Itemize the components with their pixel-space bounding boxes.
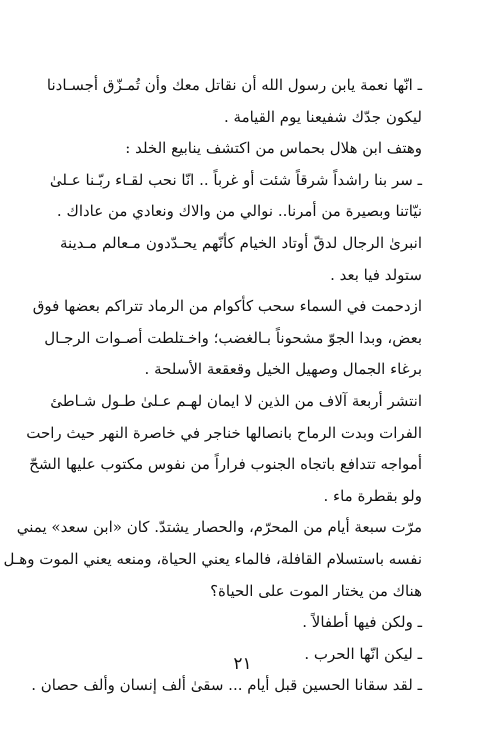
paragraph — [60, 228, 422, 291]
text-line: ـ انّها نعمة يابن رسول الله أن نقاتل معك وأن تُمـزّق أجسـادنا — [46, 76, 422, 94]
paragraph — [60, 133, 422, 165]
page-number: ٢١ — [233, 654, 252, 674]
text-line: ـ سر بنا راشداً شرقاً شئت أو غرباً .. انّا نحب لقـاء ربّـنا عـلىٰ — [49, 170, 422, 189]
text-line: ستولد فيا بعد . — [330, 265, 422, 284]
text-line: برغاء الجمال وصهيل الخيل وقعقعة الأسلحة . — [144, 360, 422, 379]
text-line: ولو بقطرة ماء . — [323, 486, 422, 505]
paragraph — [3, 512, 422, 607]
text-line: مرّت سبعة أيام من المحرّم، والحصار يشتدّ. كان «ابن سعد» يمني — [16, 518, 422, 537]
paragraph — [49, 165, 422, 228]
text-line: الفرات وبدت الرماح بانصالها خناجر في خاصرة النهر حيث راحت — [26, 423, 422, 442]
dialogue-line — [60, 607, 422, 639]
text-line: ـ ليكن انّها الحرب . — [304, 644, 422, 663]
text-line: بعض، وبدا الجوّ مشحوناً بـالغضب؛ واخـتلطت أصـوات الرجـال — [44, 328, 422, 347]
text-line: ازدحمت في السماء سحب كأكوام من الرماد تتراكم بعضها فوق — [32, 297, 422, 316]
text-line: ـ ولكن فيها أطفالاً . — [302, 613, 422, 632]
text-line: نيّاتنا وبصيرة من أمرنا.. نوالي من والاك ونعادي من عاداك . — [56, 202, 422, 221]
paragraph — [32, 291, 422, 386]
text-line: ـ لقد سقانا الحسين قبل أيام ... سقىٰ ألف إنسان وألف حصان . — [31, 676, 422, 695]
dialogue-line — [31, 670, 422, 702]
text-line: وهتف ابن هلال بحماس من اكتشف ينابيع الخلد : — [125, 139, 422, 158]
text-line: هناك من يختار الموت على الحياة؟ — [210, 581, 422, 600]
text-line: انتشر أربعة آلاف من الذين لا ايمان لهـم عـلىٰ طـول شـاطئ — [50, 391, 422, 410]
paragraph — [46, 70, 422, 133]
paragraph — [26, 386, 422, 512]
body-text — [3, 70, 422, 702]
text-line: أمواجه تتدافع باتجاه الجنوب فراراً من نفوس مكتوب عليها الشحّ — [29, 455, 422, 474]
text-line: انبرىٰ الرجال لدقّ أوتاد الخيام كأنّهم يحـدّدون مـعالم مـدينة — [60, 233, 422, 252]
text-line: نفسه باستسلام القافلة، فالماء يعني الحياة، ومنعه يعني الموت وهـل — [3, 549, 422, 568]
text-line: ليكون جدّك شفيعنا يوم القيامة . — [224, 107, 422, 126]
